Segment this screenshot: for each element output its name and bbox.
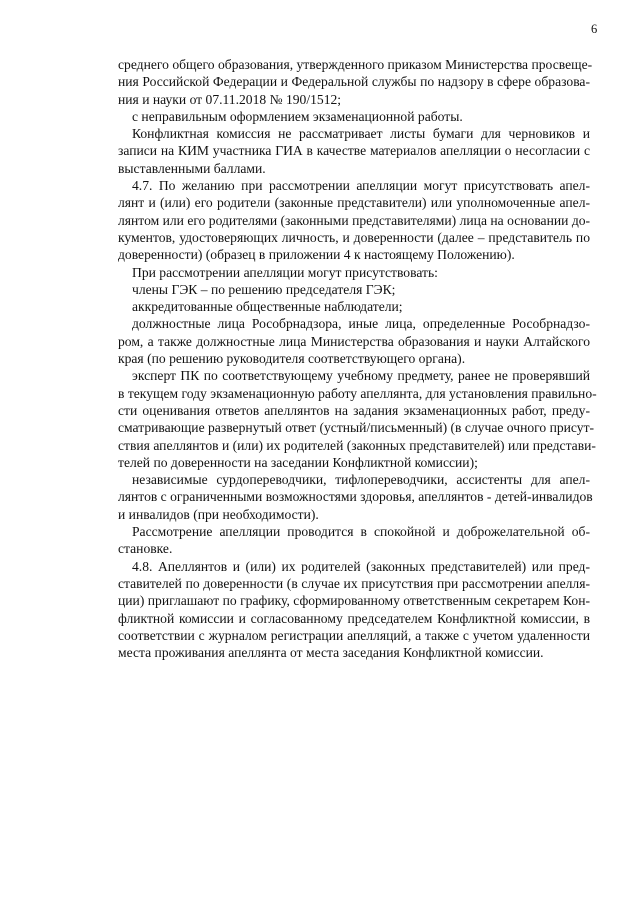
text-line: лянт и (или) его родители (законные представители) или уполномоченные апел- (118, 195, 590, 211)
text-line: соответствии с журналом регистрации апелляций, а также с учетом удаленности (118, 627, 590, 643)
text-line: независимые сурдопереводчики, тифлопереводчики, ассистенты для апел- (132, 472, 590, 488)
text-line: края (по решению руководителя соответствующего органа). (118, 351, 466, 367)
text-line: 4.8. Апеллянтов и (или) их родителей (законных представителей) или пред- (132, 558, 590, 574)
text-line: лянтом или его родителями (законными представителями) лица на основании до- (118, 212, 591, 228)
text-line: ния Российской Федерации и Федеральной службы по надзору в сфере образова- (118, 74, 590, 90)
text-line: 4.7. По желанию при рассмотрении апелляции могут присутствовать апел- (132, 178, 590, 194)
text-line: При рассмотрении апелляции могут присутствовать: (132, 264, 438, 280)
text-line: ствия апеллянтов и (или) их родителей (законных представителей) или представи- (118, 437, 596, 453)
text-line: члены ГЭК – по решению председателя ГЭК; (132, 281, 396, 297)
text-line: записи на КИМ участника ГИА в качестве материалов апелляции о несогласии с (118, 143, 590, 159)
text-line: сти оценивания ответов апеллянтов на задания экзаменационных работ, преду- (118, 402, 590, 418)
text-line: выставленными баллами. (118, 160, 266, 176)
text-line: эксперт ПК по соответствующему учебному предмету, ранее не проверявший (132, 368, 590, 384)
text-line: ния и науки от 07.11.2018 № 190/1512; (118, 91, 342, 107)
text-line: места проживания апеллянта от места заседания Конфликтной комиссии. (118, 645, 544, 661)
text-line: с неправильным оформлением экзаменационной работы. (132, 108, 463, 124)
text-line: кументов, удостоверяющих личность, и доверенности (далее – представитель по (118, 229, 590, 245)
document-body (118, 56, 597, 661)
text-line: становке. (118, 541, 173, 557)
text-line: ставителей по доверенности (в случае их присутствия при рассмотрении апелля- (118, 575, 590, 591)
text-line: Рассмотрение апелляции проводится в спокойной и доброжелательной об- (132, 524, 590, 540)
page-number: 6 (591, 22, 598, 36)
text-line: телей по доверенности на заседании Конфликтной комиссии); (118, 454, 478, 470)
text-line: должностные лица Рособрнадзора, иные лица, определенные Рособрнадзо- (132, 316, 590, 332)
text-line: в текущем году экзаменационную работу апеллянта, для установления правильно- (118, 385, 597, 401)
text-line: и инвалидов (при необходимости). (118, 506, 319, 522)
text-line: среднего общего образования, утвержденного приказом Министерства просвеще- (118, 57, 593, 72)
text-line: ром, а также должностные лица Министерства образования и науки Алтайского (118, 333, 590, 349)
text-line: фликтной комиссии и согласованному председателем Конфликтной комиссии, в (118, 610, 590, 626)
text-line: ции) приглашают по графику, сформированному ответственным секретарем Кон- (118, 593, 590, 609)
text-line: Конфликтная комиссия не рассматривает листы бумаги для черновиков и (132, 126, 590, 142)
text-line: доверенности) (образец в приложении 4 к настоящему Положению). (118, 247, 515, 263)
text-line: аккредитованные общественные наблюдатели; (132, 299, 403, 315)
text-line: лянтов с ограниченными возможностями здоровья, апеллянтов - детей-инвалидов (118, 489, 593, 505)
text-line: сматривающие развернутый ответ (устный/письменный) (в случае очного присут- (118, 420, 595, 436)
